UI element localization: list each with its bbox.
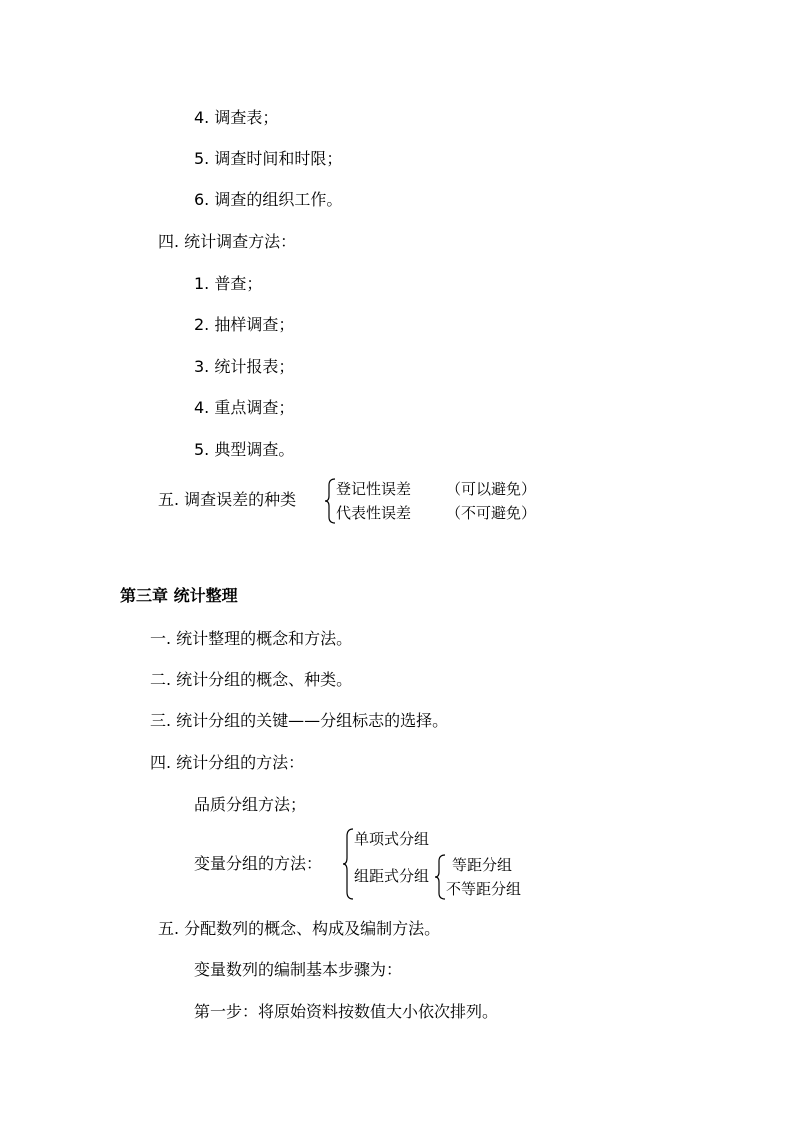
section-heading-survey-methods: 四. 统计调查方法： — [158, 232, 297, 251]
steps-intro: 变量数列的编制基本步骤为： — [194, 960, 403, 979]
list-item-survey-table: 4. 调查表； — [194, 108, 279, 127]
error-registration: 登记性误差 — [336, 480, 412, 498]
chapter-item-3: 三. 统计分组的关键——分组标志的选择。 — [150, 711, 449, 730]
error-representative-note: （不可避免） — [446, 504, 537, 522]
list-item-survey-organization: 6. 调查的组织工作。 — [194, 190, 343, 209]
list-item-survey-time: 5. 调查时间和时限； — [194, 149, 343, 168]
list-item-method-reports: 3. 统计报表； — [194, 357, 295, 376]
quality-grouping-method: 品质分组方法； — [194, 795, 307, 814]
chapter-title: 第三章 统计整理 — [120, 586, 238, 605]
variable-grouping-brace — [342, 828, 354, 900]
section-heading-error-types: 五. 调查误差的种类 — [158, 490, 297, 509]
chapter-item-1: 一. 统计整理的概念和方法。 — [150, 629, 353, 648]
single-value-grouping: 单项式分组 — [354, 830, 430, 848]
variable-grouping-label: 变量分组的方法： — [194, 854, 323, 873]
error-types-brace — [324, 478, 336, 524]
range-grouping: 组距式分组 — [354, 867, 430, 885]
unequal-interval-grouping: 不等距分组 — [446, 880, 522, 898]
list-item-method-typical-survey: 5. 典型调查。 — [194, 440, 295, 459]
equal-interval-grouping: 等距分组 — [452, 856, 513, 874]
list-item-method-census: 1. 普查； — [194, 274, 263, 293]
list-item-method-key-survey: 4. 重点调查； — [194, 398, 295, 417]
list-item-method-sampling: 2. 抽样调查； — [194, 315, 295, 334]
chapter-item-5: 五. 分配数列的概念、构成及编制方法。 — [158, 919, 441, 938]
chapter-item-2: 二. 统计分组的概念、种类。 — [150, 670, 353, 689]
error-registration-note: （可以避免） — [446, 480, 537, 498]
step-one: 第一步：将原始资料按数值大小依次排列。 — [194, 1002, 499, 1021]
error-representative: 代表性误差 — [336, 504, 412, 522]
chapter-item-4: 四. 统计分组的方法： — [150, 753, 305, 772]
range-grouping-brace — [434, 854, 446, 900]
